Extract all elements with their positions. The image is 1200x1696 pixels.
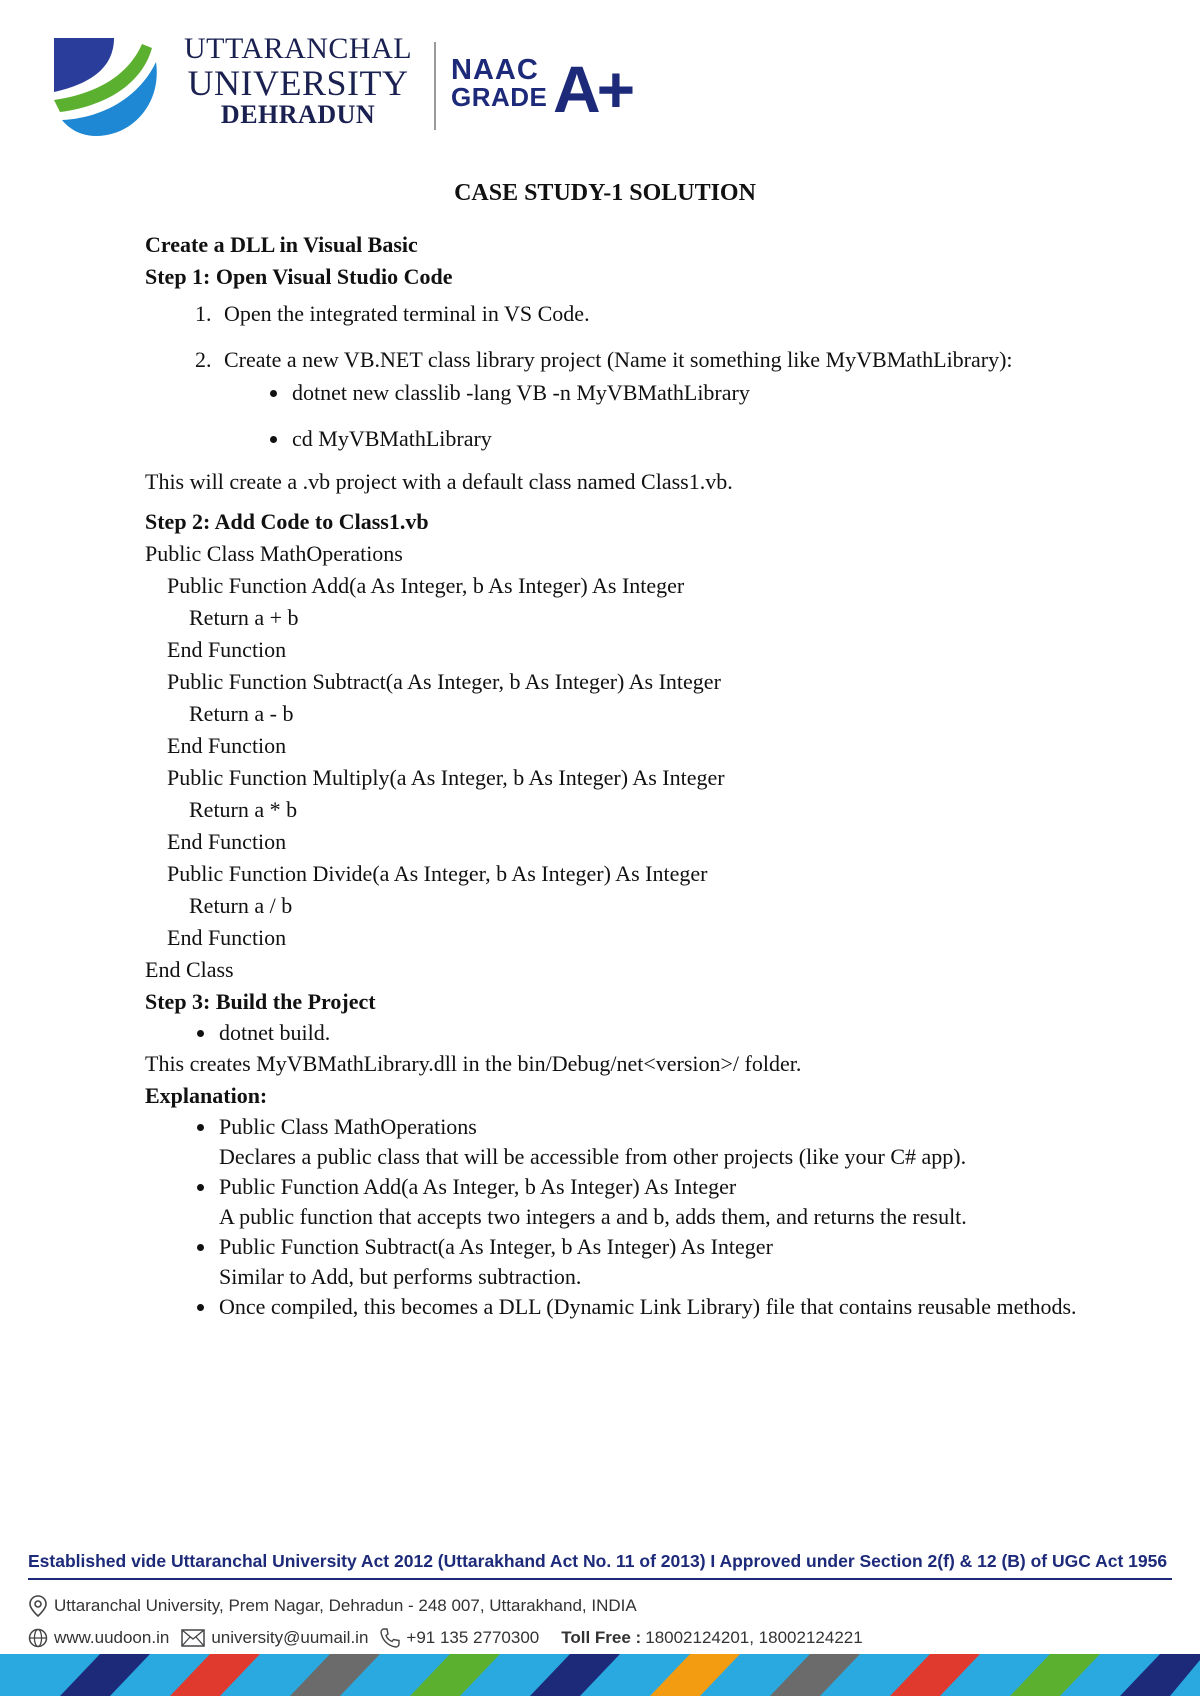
document-body <box>145 180 1105 1322</box>
university-name <box>184 32 412 130</box>
step-3-heading: Step 3: Build the Project <box>145 989 376 1014</box>
explanation-list <box>145 1112 1105 1322</box>
university-name-line2: UNIVERSITY <box>187 63 409 103</box>
section-heading: Create a DLL in Visual Basic <box>145 232 418 257</box>
footer-stripe-band <box>0 1654 1200 1696</box>
grade-value: A+ <box>553 52 632 126</box>
code-line: Public Class MathOperations <box>145 541 403 566</box>
build-command-list <box>145 1018 1105 1048</box>
naac-label: NAAC <box>451 54 539 86</box>
explanation-term: • Public Class MathOperations <box>219 1114 477 1139</box>
contact-line <box>28 1628 875 1648</box>
code-line: End Function <box>145 925 287 950</box>
email-link[interactable]: university@uumail.in <box>211 1628 369 1647</box>
command-item: • dotnet build. <box>217 1018 1105 1048</box>
naac-badge <box>451 56 547 110</box>
phone-icon <box>380 1628 400 1648</box>
toll-free-numbers: 18002124201, 18002124221 <box>645 1628 863 1647</box>
code-line: Return a - b <box>145 701 294 726</box>
command-list <box>145 376 1105 455</box>
step-1-heading: Step 1: Open Visual Studio Code <box>145 264 453 289</box>
code-line: Public Function Add(a As Integer, b As Integer) As Integer <box>145 573 685 598</box>
explanation-heading: Explanation: <box>145 1083 268 1108</box>
letterhead <box>50 30 670 140</box>
explanation-desc: Declares a public class that will be accessible from other projects (like your C# app). <box>219 1144 967 1169</box>
address-line <box>28 1595 649 1617</box>
university-logo-icon <box>50 34 160 138</box>
code-line: Return a * b <box>145 797 298 822</box>
explanation-item <box>217 1172 1105 1232</box>
code-line: End Class <box>145 957 234 982</box>
explanation-term: • Once compiled, this becomes a DLL (Dynamic Link Library) file that contains reusable methods. <box>219 1294 1077 1319</box>
code-line: Public Function Divide(a As Integer, b As Integer) As Integer <box>145 861 708 886</box>
explanation-item <box>217 1112 1105 1172</box>
address-text: Uttaranchal University, Prem Nagar, Dehradun - 248 007, Uttarakhand, INDIA <box>54 1596 637 1615</box>
note-text: This creates MyVBMathLibrary.dll in the bin/Debug/net<version>/ folder. <box>145 1051 802 1076</box>
code-line: Return a / b <box>145 893 293 918</box>
location-pin-icon <box>28 1595 48 1617</box>
code-line: Public Function Subtract(a As Integer, b As Integer) As Integer <box>145 669 721 694</box>
page-footer <box>0 1545 1200 1696</box>
university-name-line3: DEHRADUN <box>220 100 376 129</box>
toll-free-label: Toll Free : <box>561 1628 642 1647</box>
explanation-term: • Public Function Add(a As Integer, b As Integer) As Integer <box>219 1174 737 1199</box>
footer-rule <box>28 1578 1172 1580</box>
envelope-icon <box>181 1629 205 1647</box>
explanation-item <box>217 1292 1105 1322</box>
command-item: • cd MyVBMathLibrary <box>290 422 1105 455</box>
explanation-item <box>217 1232 1105 1292</box>
step-2-heading: Step 2: Add Code to Class1.vb <box>145 509 429 534</box>
header-divider <box>434 42 436 130</box>
explanation-desc: Similar to Add, but performs subtraction. <box>219 1264 582 1289</box>
code-line: Public Function Multiply(a As Integer, b As Integer) As Integer <box>145 765 725 790</box>
website-link[interactable]: www.uudoon.in <box>54 1628 170 1647</box>
code-line: End Function <box>145 829 287 854</box>
explanation-term: • Public Function Subtract(a As Integer, b As Integer) As Integer <box>219 1234 773 1259</box>
list-item: 1. Open the integrated terminal in VS Code. <box>217 297 1105 330</box>
step-1-list <box>145 297 1105 376</box>
phone-number[interactable]: +91 135 2770300 <box>406 1628 540 1647</box>
explanation-desc: A public function that accepts two integers a and b, adds them, and returns the result. <box>219 1204 967 1229</box>
code-line: Return a + b <box>145 605 299 630</box>
code-block <box>145 538 1105 986</box>
list-item: 2. Create a new VB.NET class library project (Name it something like MyVBMathLibrary): <box>217 343 1105 376</box>
code-line: End Function <box>145 637 287 662</box>
globe-icon <box>28 1628 48 1648</box>
grade-label: GRADE <box>451 82 548 112</box>
code-line: End Function <box>145 733 287 758</box>
page-title: CASE STUDY-1 SOLUTION <box>454 180 756 206</box>
command-item: • dotnet new classlib -lang VB -n MyVBMathLibrary <box>290 376 1105 409</box>
university-name-line1: UTTARANCHAL <box>184 32 413 65</box>
note-text: This will create a .vb project with a default class named Class1.vb. <box>145 469 733 494</box>
accreditation-line: Established vide Uttaranchal University Act 2012 (Uttarakhand Act No. 11 of 2013) I Approved under Section 2(f) & 12 (B) of UGC Act 1956 <box>28 1551 1168 1571</box>
